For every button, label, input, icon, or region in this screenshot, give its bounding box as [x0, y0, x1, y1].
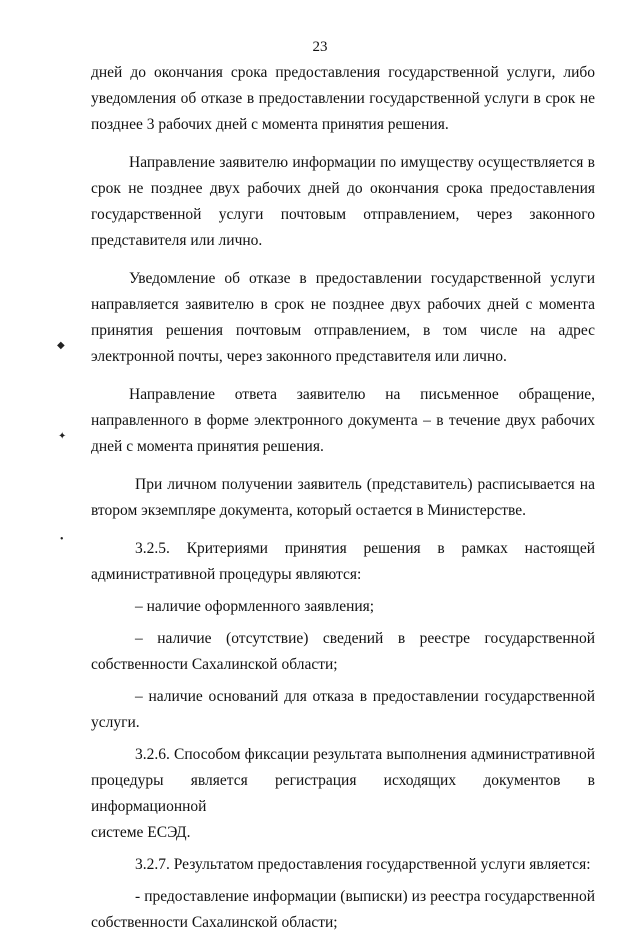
- text-line: втором экземпляре документа, который остается в Министерстве.: [91, 502, 526, 519]
- text-line: электронной почты, через законного представителя или лично.: [91, 348, 507, 365]
- text-line: принятия решения почтовым отправлением, в том числе на адрес: [91, 322, 595, 339]
- text-line: собственности Сахалинской области;: [91, 656, 338, 673]
- text-line: 3.2.7. Результатом предоставления государственной услуги является:: [135, 856, 591, 873]
- text-line: Уведомление об отказе в предоставлении государственной услуги: [129, 270, 595, 287]
- text-line: государственной услуги почтовым отправлением, через законного: [91, 206, 595, 223]
- text-line: направляется заявителю в срок не позднее двух рабочих дней с момента: [91, 296, 595, 313]
- list-item: [91, 626, 595, 678]
- text-line: позднее 3 рабочих дней с момента принятия решения.: [91, 116, 449, 133]
- margin-mark: ◆: [57, 340, 65, 351]
- page-number: 23: [312, 39, 328, 55]
- paragraph: [91, 150, 595, 254]
- document-body: [91, 60, 595, 936]
- paragraph: [91, 852, 595, 878]
- text-line: процедуры является регистрация исходящих документов в информационной: [91, 772, 595, 815]
- text-line: При личном получении заявитель (представитель) расписывается на: [135, 476, 595, 493]
- text-line: - предоставление информации (выписки) из реестра государственной: [135, 888, 595, 905]
- text-line: 3.2.6. Способом фиксации результата выполнения административной: [135, 746, 595, 763]
- paragraph: [91, 382, 595, 460]
- text-line: срок не позднее двух рабочих дней до окончания срока предоставления: [91, 180, 595, 197]
- text-line: дней с момента принятия решения.: [91, 438, 324, 455]
- text-line: Направление ответа заявителю на письменное обращение,: [129, 386, 595, 403]
- text-line: системе ЕСЭД.: [91, 824, 191, 841]
- text-line: собственности Сахалинской области;: [91, 914, 338, 931]
- list-item: [91, 884, 595, 936]
- text-line: – наличие (отсутствие) сведений в реестре государственной: [135, 630, 595, 647]
- paragraph: [91, 472, 595, 524]
- margin-mark: •: [60, 534, 64, 545]
- paragraph: [91, 742, 595, 846]
- text-line: уведомления об отказе в предоставлении государственной услуги в срок не: [91, 90, 595, 107]
- text-line: административной процедуры являются:: [91, 566, 362, 583]
- text-line: Направление заявителю информации по имуществу осуществляется в: [129, 154, 595, 171]
- text-line: направленного в форме электронного документа – в течение двух рабочих: [91, 412, 595, 429]
- text-line: – наличие оформленного заявления;: [135, 598, 375, 615]
- text-line: дней до окончания срока предоставления государственной услуги, либо: [91, 64, 595, 81]
- text-line: услуги.: [91, 714, 140, 731]
- text-line: 3.2.5. Критериями принятия решения в рамках настоящей: [135, 540, 595, 557]
- list-item: [91, 594, 595, 620]
- paragraph: [91, 266, 595, 370]
- paragraph: [91, 60, 595, 138]
- paragraph: [91, 536, 595, 588]
- text-line: представителя или лично.: [91, 232, 263, 249]
- list-item: [91, 684, 595, 736]
- text-line: – наличие оснований для отказа в предоставлении государственной: [135, 688, 595, 705]
- margin-mark: ✦: [58, 431, 67, 442]
